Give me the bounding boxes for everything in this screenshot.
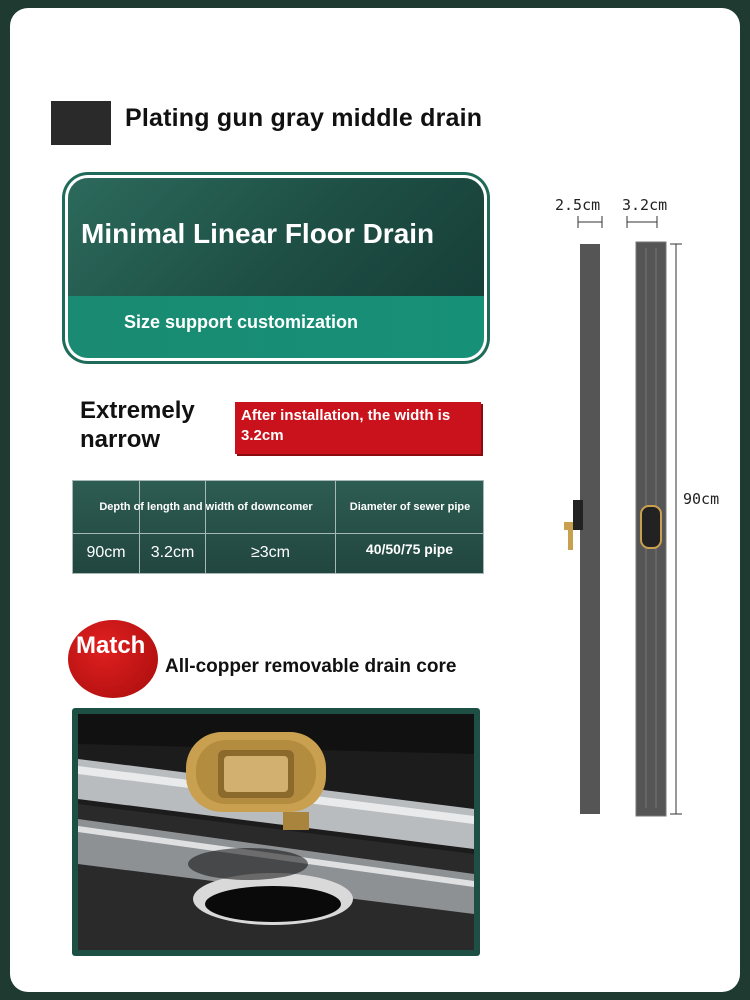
narrow-heading-text: Extremely narrow xyxy=(80,397,195,453)
feature-banner xyxy=(68,178,484,358)
spec-table xyxy=(72,480,484,574)
drain-outlet-block xyxy=(573,500,583,530)
drain-outlet-fitting xyxy=(564,522,573,550)
color-swatch xyxy=(51,101,111,145)
drain-core-photo xyxy=(72,708,480,956)
narrow-heading xyxy=(80,396,220,454)
channel-drain-core xyxy=(641,506,661,548)
product-card xyxy=(10,8,740,992)
width-note: After installation, the width is 3.2cm xyxy=(235,402,481,454)
banner-title: Minimal Linear Floor Drain xyxy=(81,218,435,249)
spec-value-pipe: 40/50/75 pipe xyxy=(365,541,454,557)
width-left-label: 2.5cm xyxy=(555,196,601,214)
width-right-label: 3.2cm xyxy=(622,196,668,214)
match-badge-text: Match xyxy=(76,632,146,659)
banner-bottom xyxy=(68,296,484,358)
drain-photo-illustration xyxy=(78,714,474,950)
banner-top xyxy=(68,178,484,296)
drain-core-text: All-copper removable drain core xyxy=(165,656,457,677)
spec-header-pipe: Diameter of sewer pipe xyxy=(349,501,471,513)
spec-value-downcomer: ≥3cm xyxy=(250,544,290,561)
drain-dimension-diagram xyxy=(540,188,720,828)
product-title: Plating gun gray middle drain xyxy=(125,104,483,132)
spec-value-length: 90cm xyxy=(86,544,126,561)
banner-subtitle: Size support customization xyxy=(124,312,359,332)
spec-value-width: 3.2cm xyxy=(150,544,195,561)
spec-header-dimensions: Depth of length and width of downcomer xyxy=(99,501,313,513)
length-label: 90cm xyxy=(683,490,720,508)
